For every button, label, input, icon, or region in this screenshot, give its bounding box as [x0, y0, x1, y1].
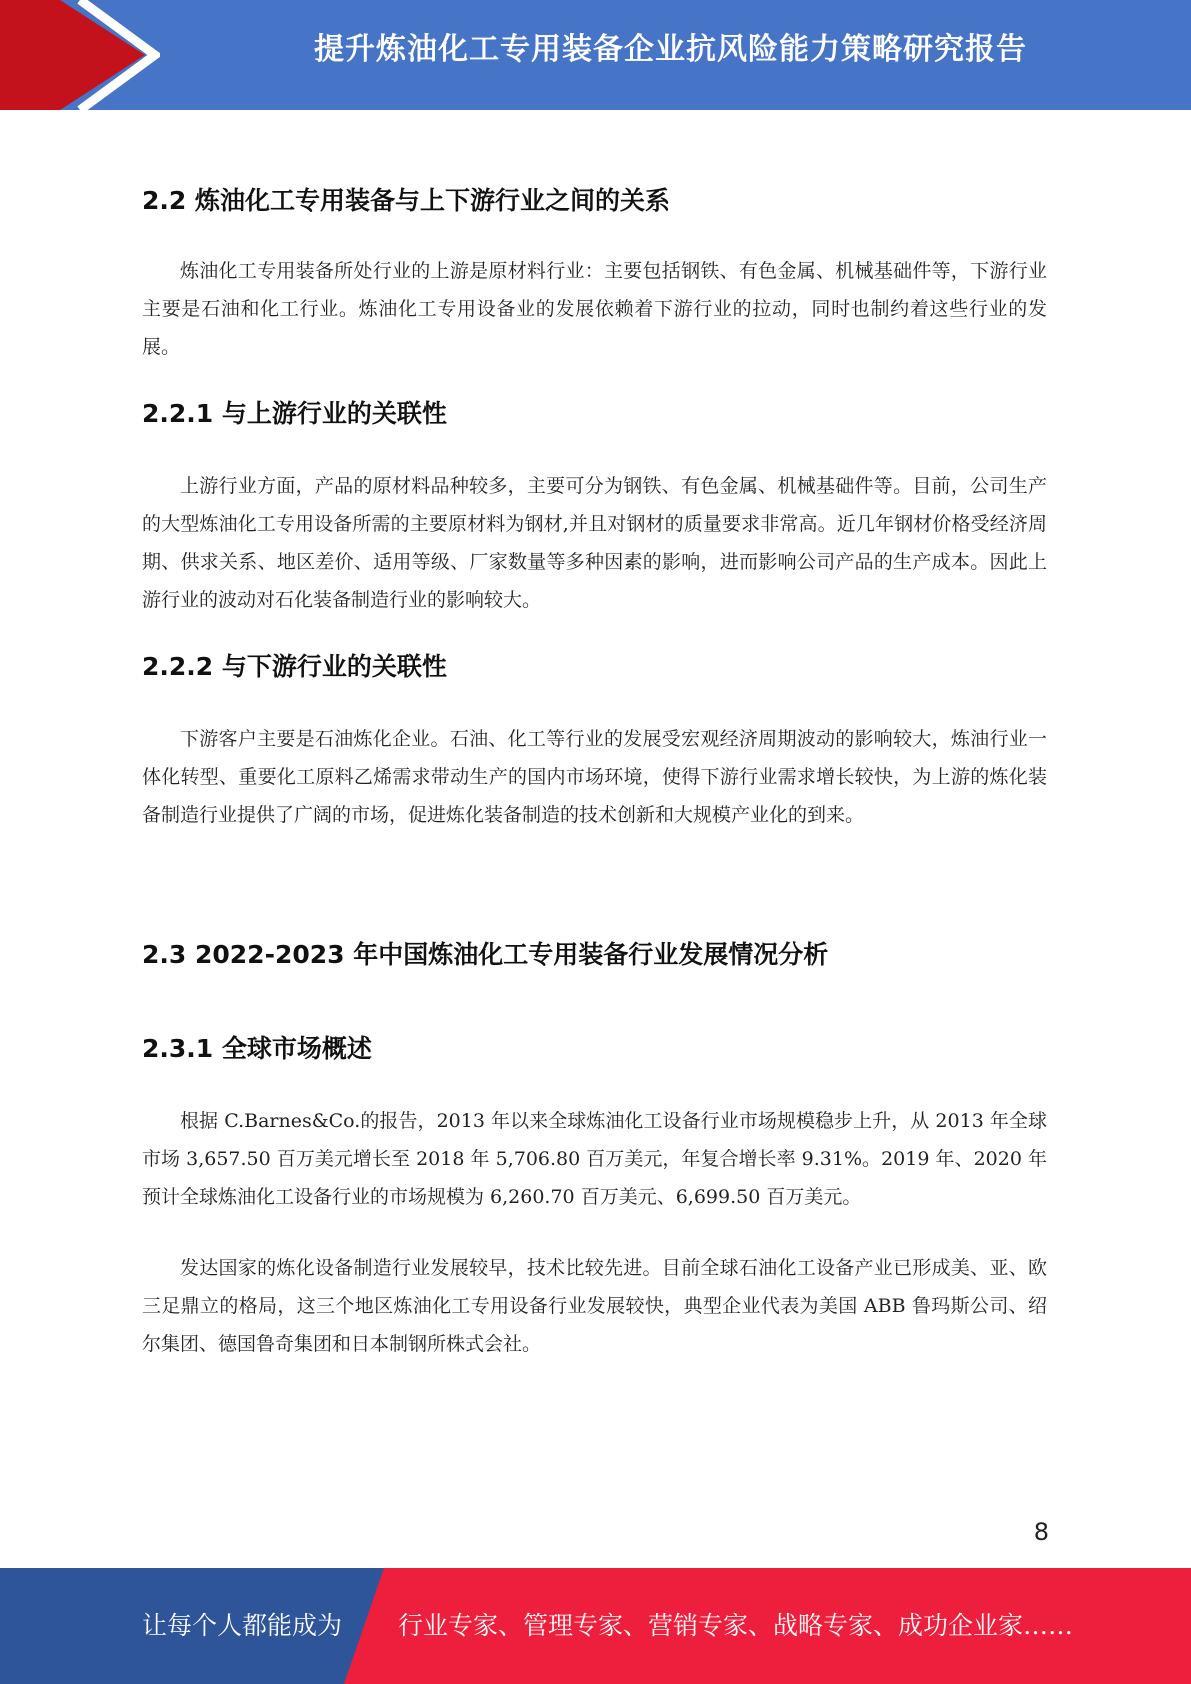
- report-title: 提升炼油化工专用装备企业抗风险能力策略研究报告: [314, 32, 1027, 67]
- paragraph-2-2-2: 下游客户主要是石油炼化企业。石油、化工等行业的发展受宏观经济周期波动的影响较大，炼油行业一体化转型、重要化工原料乙烯需求带动生产的国内市场环境，使得下游行业需求增长较快，为上游的炼化装备制造行业提供了广阔的市场，促进炼化装备制造的技术创新和大规模产业化的到来。: [142, 728, 1047, 826]
- section-heading-2-2-2: 2.2.2 与下游行业的关联性: [142, 652, 447, 681]
- paragraph-2-2: 炼油化工专用装备所处行业的上游是原材料行业：主要包括钢铁、有色金属、机械基础件等，下游行业主要是石油和化工行业。炼油化工专用设备业的发展依赖着下游行业的拉动，同时也制约着这些行业的发展。: [142, 260, 1047, 358]
- section-heading-2-3-1: 2.3.1 全球市场概述: [142, 1034, 372, 1063]
- paragraph-2-2-1: 上游行业方面，产品的原材料品种较多，主要可分为钢铁、有色金属、机械基础件等。目前，公司生产的大型炼油化工专用设备所需的主要原材料为钢材,并且对钢材的质量要求非常高。近几年钢材价格受经济周期、供求关系、地区差价、适用等级、厂家数量等多种因素的影响，进而影响公司产品的生产成本。因此上游行业的波动对石化装备制造行业的影响较大。: [142, 475, 1047, 611]
- main-content: [142, 180, 1047, 1363]
- header-red-chevron-icon: [0, 0, 160, 110]
- section-heading-2-2: 2.2 炼油化工专用装备与上下游行业之间的关系: [142, 186, 670, 215]
- paragraph-2-3-1-b: 发达国家的炼化设备制造行业发展较早，技术比较先进。目前全球石油化工设备产业已形成美、亚、欧三足鼎立的格局，这三个地区炼油化工专用设备行业发展较快，典型企业代表为美国 ABB 鲁玛斯公司、绍尔集团、德国鲁奇集团和日本制钢所株式会社。: [142, 1257, 1047, 1355]
- page-number: 8: [1033, 1518, 1049, 1546]
- footer-slogan-lead: 让每个人都能成为: [142, 1611, 343, 1640]
- section-heading-2-2-1: 2.2.1 与上游行业的关联性: [142, 399, 447, 428]
- paragraph-2-3-1-a: 根据 C.Barnes&Co.的报告，2013 年以来全球炼油化工设备行业市场规模稳步上升，从 2013 年全球市场 3,657.50 百万美元增长至 2018 年 5,706.80 百万美元，年复合增长率 9.31%。2019 年、2020 年预计全球炼油化工设备行业的市场规模为 6,260.70 百万美元、6,699.50 百万美元。: [142, 1110, 1047, 1208]
- footer-slogan-roles: 行业专家、管理专家、营销专家、战略专家、成功企业家……: [398, 1611, 1074, 1640]
- section-heading-2-3: 2.3 2022-2023 年中国炼油化工专用装备行业发展情况分析: [142, 940, 829, 969]
- page-header-banner: [0, 0, 1191, 110]
- page-footer-banner: [0, 1568, 1191, 1684]
